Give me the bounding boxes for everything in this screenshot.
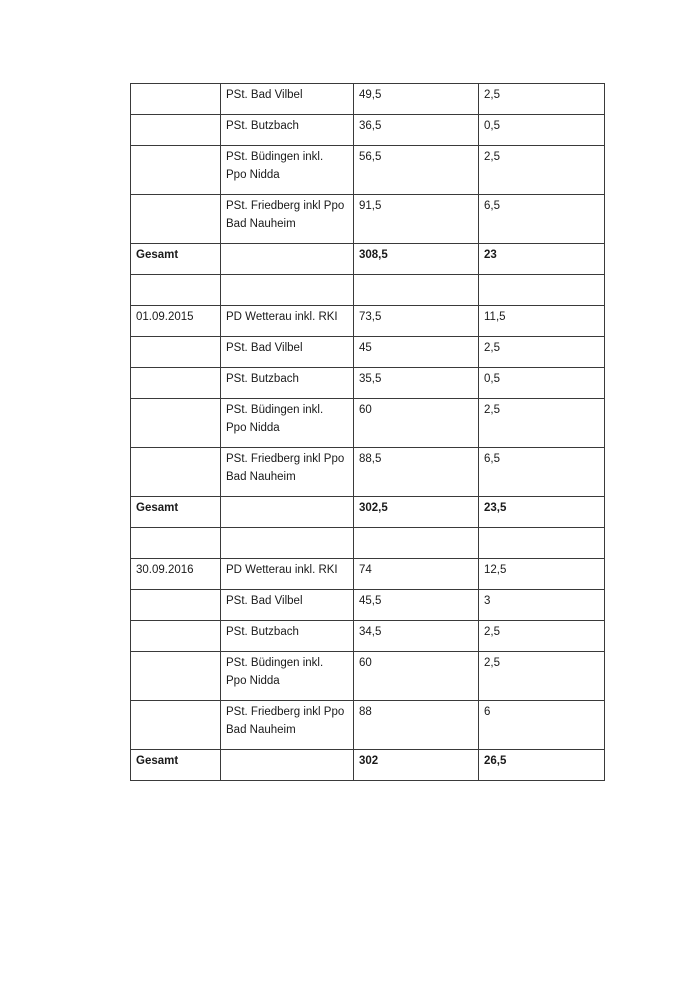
unit-cell <box>221 115 354 146</box>
value2-cell <box>479 195 605 244</box>
unit-cell-text: PSt. Büdingen inkl. Ppo Nidda <box>226 404 324 434</box>
unit-cell-text: PD Wetterau inkl. RKI <box>226 311 338 323</box>
unit-cell <box>221 306 354 337</box>
value1-cell <box>354 244 479 275</box>
value2-cell <box>479 399 605 448</box>
unit-cell <box>221 448 354 497</box>
unit-cell-text: PSt. Bad Vilbel <box>226 89 303 101</box>
value2-cell <box>479 750 605 781</box>
value2-cell <box>479 275 605 306</box>
unit-cell <box>221 590 354 621</box>
unit-cell <box>221 244 354 275</box>
unit-cell-text: PSt. Büdingen inkl. Ppo Nidda <box>226 151 324 181</box>
date-cell <box>131 306 221 337</box>
value1-cell <box>354 750 479 781</box>
date-cell <box>131 244 221 275</box>
unit-cell <box>221 368 354 399</box>
value2-cell <box>479 559 605 590</box>
table-row <box>131 448 605 497</box>
value1-cell-text: 56,5 <box>359 151 382 163</box>
date-cell-text: 30.09.2016 <box>136 564 194 576</box>
value1-cell <box>354 559 479 590</box>
table-row <box>131 115 605 146</box>
value2-cell <box>479 306 605 337</box>
date-cell-text: 01.09.2015 <box>136 311 194 323</box>
date-cell-text: Gesamt <box>136 502 179 514</box>
total-row <box>131 244 605 275</box>
value1-cell-text: 34,5 <box>359 626 382 638</box>
table-row <box>131 337 605 368</box>
date-cell <box>131 701 221 750</box>
date-cell <box>131 497 221 528</box>
date-cell <box>131 559 221 590</box>
value1-cell <box>354 146 479 195</box>
data-table <box>130 83 605 781</box>
date-cell <box>131 528 221 559</box>
unit-cell <box>221 146 354 195</box>
table-row <box>131 368 605 399</box>
spacer-row <box>131 275 605 306</box>
value2-cell <box>479 590 605 621</box>
value1-cell <box>354 528 479 559</box>
value1-cell-text: 35,5 <box>359 373 382 385</box>
date-cell <box>131 195 221 244</box>
unit-cell <box>221 621 354 652</box>
value1-cell-text: 308,5 <box>359 249 388 261</box>
unit-cell <box>221 337 354 368</box>
unit-cell <box>221 750 354 781</box>
unit-cell-text: PSt. Butzbach <box>226 373 299 385</box>
table-row <box>131 590 605 621</box>
value2-cell-text: 2,5 <box>484 626 500 638</box>
table-row <box>131 306 605 337</box>
date-cell <box>131 337 221 368</box>
value1-cell <box>354 115 479 146</box>
unit-cell <box>221 399 354 448</box>
value1-cell-text: 45 <box>359 342 372 354</box>
unit-cell-text: PSt. Bad Vilbel <box>226 342 303 354</box>
value1-cell <box>354 448 479 497</box>
table-row <box>131 195 605 244</box>
unit-cell-text: PSt. Friedberg inkl Ppo Bad Nauheim <box>226 706 345 736</box>
table-row <box>131 559 605 590</box>
value1-cell <box>354 275 479 306</box>
unit-cell <box>221 275 354 306</box>
value1-cell <box>354 368 479 399</box>
value1-cell <box>354 497 479 528</box>
date-cell-text: Gesamt <box>136 249 179 261</box>
value2-cell <box>479 115 605 146</box>
unit-cell <box>221 195 354 244</box>
date-cell <box>131 115 221 146</box>
value1-cell <box>354 306 479 337</box>
value1-cell <box>354 195 479 244</box>
value2-cell-text: 11,5 <box>484 311 506 323</box>
value2-cell-text: 0,5 <box>484 120 500 132</box>
unit-cell-text: PSt. Butzbach <box>226 120 299 132</box>
value1-cell-text: 60 <box>359 404 372 416</box>
value2-cell <box>479 701 605 750</box>
date-cell <box>131 146 221 195</box>
date-cell <box>131 368 221 399</box>
table-row <box>131 621 605 652</box>
value2-cell <box>479 497 605 528</box>
value1-cell-text: 45,5 <box>359 595 382 607</box>
value2-cell <box>479 652 605 701</box>
value2-cell-text: 6 <box>484 706 491 718</box>
value1-cell-text: 302,5 <box>359 502 388 514</box>
unit-cell-text: PSt. Friedberg inkl Ppo Bad Nauheim <box>226 200 345 230</box>
value1-cell <box>354 590 479 621</box>
value1-cell <box>354 399 479 448</box>
unit-cell-text: PSt. Büdingen inkl. Ppo Nidda <box>226 657 324 687</box>
unit-cell <box>221 701 354 750</box>
value2-cell-text: 2,5 <box>484 342 500 354</box>
table-row <box>131 399 605 448</box>
value2-cell-text: 6,5 <box>484 453 500 465</box>
value1-cell-text: 36,5 <box>359 120 382 132</box>
value2-cell-text: 2,5 <box>484 404 500 416</box>
value2-cell-text: 6,5 <box>484 200 500 212</box>
value1-cell-text: 88 <box>359 706 372 718</box>
date-cell <box>131 750 221 781</box>
unit-cell <box>221 559 354 590</box>
value2-cell-text: 23 <box>484 249 497 261</box>
date-cell <box>131 448 221 497</box>
date-cell <box>131 275 221 306</box>
date-cell <box>131 399 221 448</box>
unit-cell <box>221 652 354 701</box>
date-cell-text: Gesamt <box>136 755 179 767</box>
unit-cell <box>221 84 354 115</box>
value1-cell <box>354 701 479 750</box>
unit-cell <box>221 528 354 559</box>
value1-cell-text: 74 <box>359 564 372 576</box>
unit-cell-text: PSt. Friedberg inkl Ppo Bad Nauheim <box>226 453 345 483</box>
value1-cell-text: 49,5 <box>359 89 382 101</box>
value2-cell <box>479 84 605 115</box>
value2-cell-text: 2,5 <box>484 89 500 101</box>
value1-cell-text: 88,5 <box>359 453 382 465</box>
value2-cell-text: 26,5 <box>484 755 507 767</box>
value2-cell-text: 12,5 <box>484 564 507 576</box>
value2-cell <box>479 528 605 559</box>
date-cell <box>131 621 221 652</box>
value2-cell <box>479 337 605 368</box>
value2-cell <box>479 621 605 652</box>
unit-cell-text: PSt. Bad Vilbel <box>226 595 303 607</box>
value2-cell-text: 2,5 <box>484 151 500 163</box>
table-row <box>131 146 605 195</box>
table-row <box>131 701 605 750</box>
value2-cell-text: 3 <box>484 595 491 607</box>
table-body <box>131 84 605 781</box>
value1-cell <box>354 337 479 368</box>
spacer-row <box>131 528 605 559</box>
date-cell <box>131 590 221 621</box>
table-row <box>131 84 605 115</box>
unit-cell-text: PD Wetterau inkl. RKI <box>226 564 338 576</box>
value2-cell <box>479 368 605 399</box>
unit-cell <box>221 497 354 528</box>
value1-cell <box>354 652 479 701</box>
total-row <box>131 750 605 781</box>
value2-cell-text: 0,5 <box>484 373 500 385</box>
total-row <box>131 497 605 528</box>
value1-cell <box>354 621 479 652</box>
value2-cell <box>479 146 605 195</box>
value2-cell <box>479 448 605 497</box>
value2-cell-text: 23,5 <box>484 502 507 514</box>
value2-cell-text: 2,5 <box>484 657 500 669</box>
unit-cell-text: PSt. Butzbach <box>226 626 299 638</box>
value1-cell-text: 73,5 <box>359 311 382 323</box>
value1-cell-text: 60 <box>359 657 372 669</box>
value2-cell <box>479 244 605 275</box>
date-cell <box>131 652 221 701</box>
value1-cell-text: 91,5 <box>359 200 382 212</box>
value1-cell-text: 302 <box>359 755 379 767</box>
table-row <box>131 652 605 701</box>
value1-cell <box>354 84 479 115</box>
date-cell <box>131 84 221 115</box>
